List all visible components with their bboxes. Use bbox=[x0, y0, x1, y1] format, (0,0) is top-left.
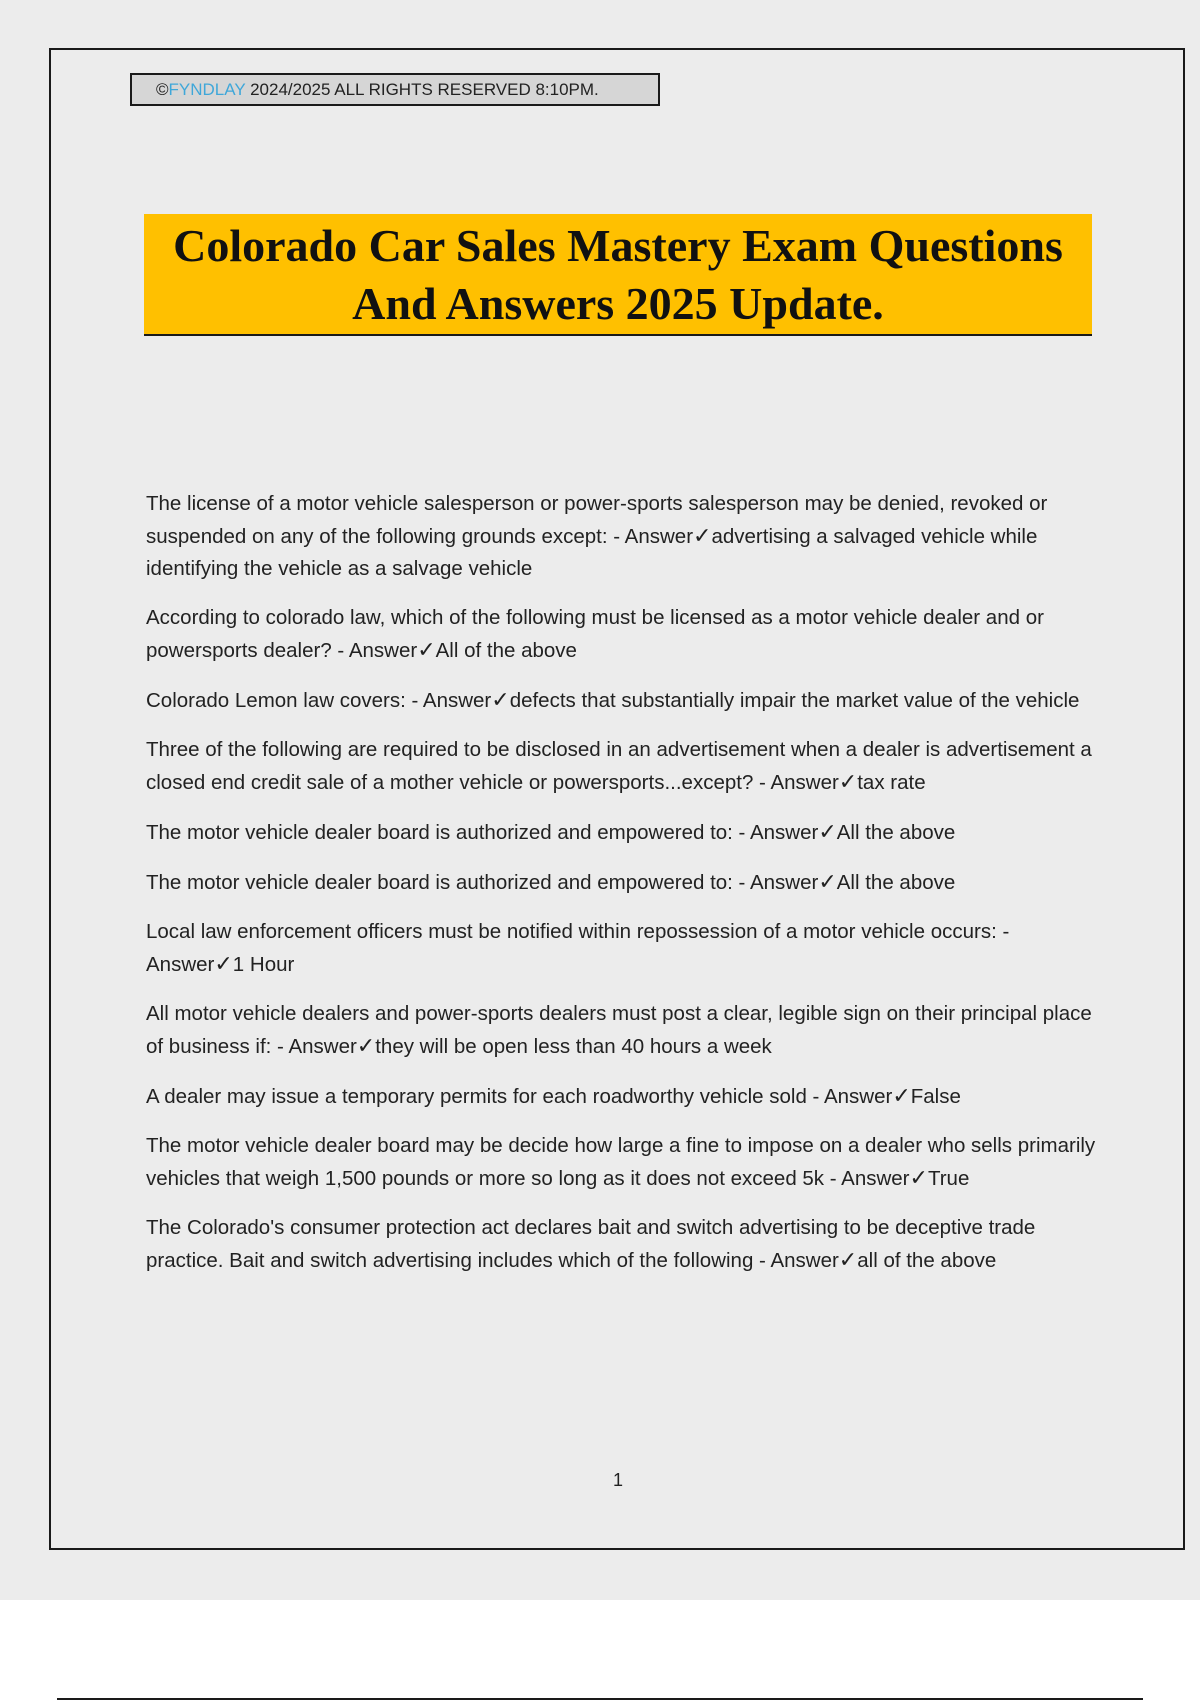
answer-text: advertising a salvaged vehicle while identifying the vehicle as a salvage vehicle bbox=[146, 525, 1038, 580]
question-text: All motor vehicle dealers and power-sports dealers must post a clear, legible sign on their principal place of business if: - bbox=[146, 1002, 1092, 1058]
answer-label: Answer bbox=[146, 953, 215, 976]
answer-text: they will be open less than 40 hours a week bbox=[375, 1035, 772, 1058]
checkmark-icon: ✓ bbox=[693, 523, 712, 548]
checkmark-icon: ✓ bbox=[838, 769, 858, 794]
answer-label: Answer bbox=[422, 689, 492, 712]
checkmark-icon: ✓ bbox=[838, 1247, 858, 1272]
question-text: The Colorado's consumer protection act declares bait and switch advertising to be deceptive trade practice. Bait and switch advertising includes which of the following - bbox=[146, 1216, 1036, 1272]
answer-text: All of the above bbox=[435, 639, 577, 662]
checkmark-icon: ✓ bbox=[214, 951, 233, 976]
question-text: Three of the following are required to be disclosed in an advertisement when a dealer is advertisement a closed end credit sale of a mother vehicle or powersports...except? - bbox=[146, 738, 1092, 794]
qa-item bbox=[146, 998, 1096, 1063]
checkmark-icon: ✓ bbox=[909, 1165, 928, 1190]
question-text: The motor vehicle dealer board is authorized and empowered to: - bbox=[146, 821, 750, 844]
checkmark-icon: ✓ bbox=[892, 1083, 911, 1108]
qa-item bbox=[146, 1212, 1096, 1277]
answer-label: Answer bbox=[770, 771, 839, 794]
answer-label: Answer bbox=[624, 525, 694, 548]
answer-label: Answer bbox=[348, 639, 418, 662]
qa-item bbox=[146, 1080, 1096, 1113]
answer-label: Answer bbox=[841, 1167, 910, 1190]
question-text: The motor vehicle dealer board may be decide how large a fine to impose on a dealer who sells primarily vehicles that weigh 1,500 pounds or more so long as it does not exceed 5k - bbox=[146, 1134, 1096, 1190]
answer-label: Answer bbox=[823, 1085, 893, 1108]
answer-text: True bbox=[927, 1167, 970, 1190]
answer-text: all of the above bbox=[857, 1249, 997, 1272]
checkmark-icon: ✓ bbox=[356, 1033, 376, 1058]
copyright-text: 2024/2025 ALL RIGHTS RESERVED 8:10PM. bbox=[245, 80, 599, 99]
answer-text: All the above bbox=[836, 871, 956, 894]
checkmark-icon: ✓ bbox=[818, 819, 837, 844]
answer-text: 1 Hour bbox=[232, 953, 295, 976]
page-number: 1 bbox=[612, 1470, 623, 1490]
question-text: Colorado Lemon law covers: - bbox=[146, 689, 423, 712]
answer-label: Answer bbox=[749, 871, 819, 894]
question-text: Local law enforcement officers must be notified within repossession of a motor vehicle occurs: - bbox=[146, 920, 1010, 943]
answer-label: Answer bbox=[749, 821, 819, 844]
qa-item bbox=[146, 684, 1096, 717]
checkmark-icon: ✓ bbox=[417, 637, 436, 662]
answer-text: defects that substantially impair the market value of the vehicle bbox=[509, 689, 1080, 712]
qa-list bbox=[146, 488, 1096, 1294]
answer-text: tax rate bbox=[857, 771, 926, 794]
qa-item bbox=[146, 816, 1096, 849]
copyright-symbol: © bbox=[156, 80, 169, 99]
brand-name: FYNDLAY bbox=[168, 80, 246, 99]
answer-text: All the above bbox=[836, 821, 956, 844]
answer-text: False bbox=[910, 1085, 961, 1108]
question-text: The license of a motor vehicle salesperson or power-sports salesperson may be denied, revoked or suspended on any of the following grounds except: - bbox=[146, 492, 1048, 548]
question-text: A dealer may issue a temporary permits for each roadworthy vehicle sold - bbox=[146, 1085, 824, 1108]
question-text: According to colorado law, which of the following must be licensed as a motor vehicle dealer and or powersports dealer? - bbox=[146, 606, 1044, 662]
qa-item bbox=[146, 602, 1096, 667]
document-title bbox=[144, 214, 1092, 336]
checkmark-icon: ✓ bbox=[491, 687, 510, 712]
question-text: The motor vehicle dealer board is authorized and empowered to: - bbox=[146, 871, 750, 894]
copyright-notice bbox=[130, 73, 660, 106]
qa-item bbox=[146, 734, 1096, 799]
qa-item bbox=[146, 866, 1096, 899]
title-line-1: Colorado Car Sales Mastery Exam Questions bbox=[173, 220, 1063, 271]
answer-label: Answer bbox=[288, 1035, 357, 1058]
qa-item bbox=[146, 488, 1096, 585]
checkmark-icon: ✓ bbox=[818, 869, 837, 894]
qa-item bbox=[146, 1130, 1096, 1195]
answer-label: Answer bbox=[770, 1249, 839, 1272]
title-line-2: And Answers 2025 Update. bbox=[352, 278, 884, 329]
qa-item bbox=[146, 916, 1096, 981]
